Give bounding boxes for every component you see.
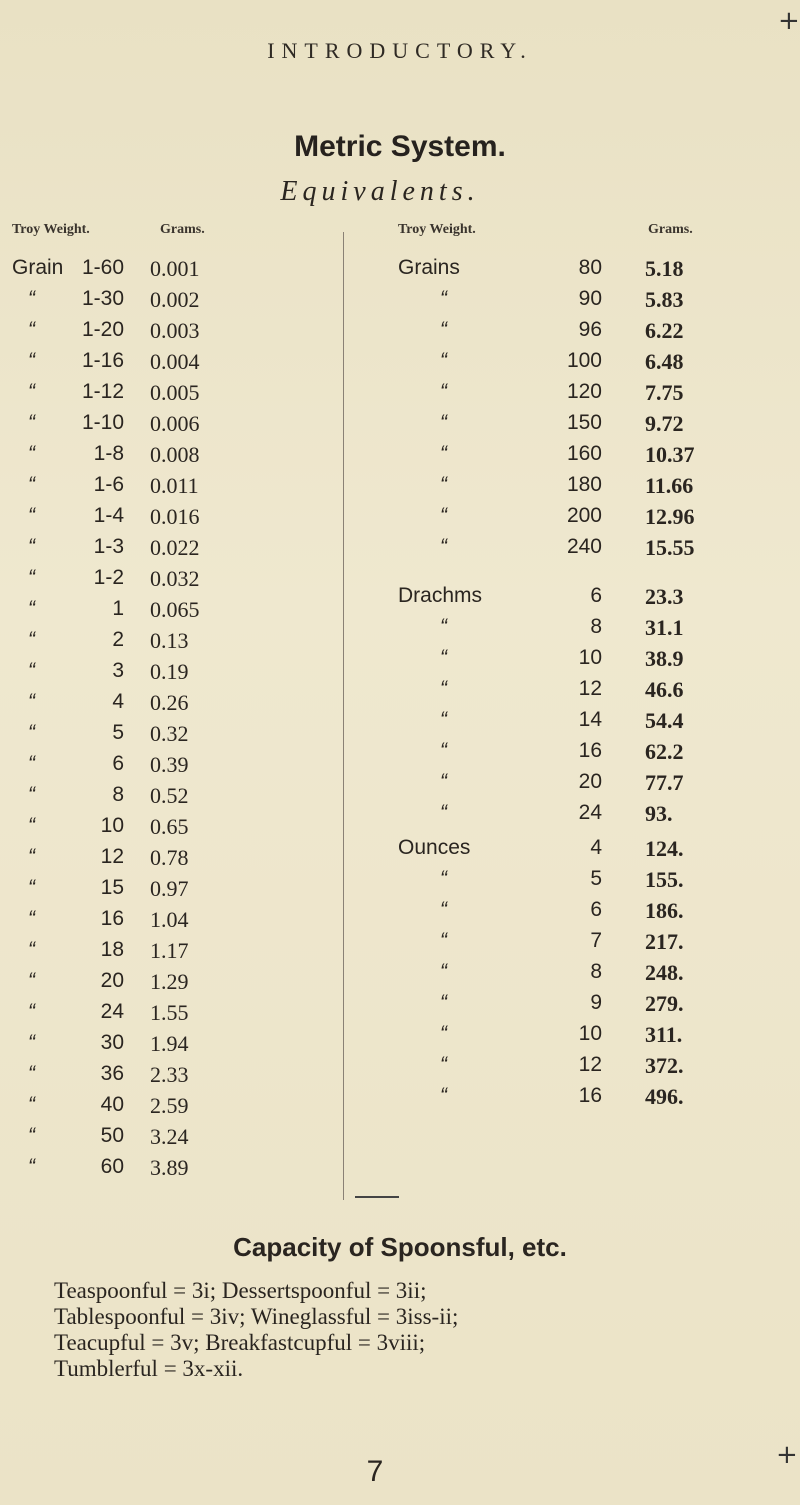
troy-weight-value: 4 <box>590 836 602 859</box>
left-table-row <box>0 938 340 964</box>
troy-weight-value: 16 <box>578 739 602 762</box>
troy-weight-value: 18 <box>100 938 124 961</box>
row-unit-label: Grain <box>12 256 64 279</box>
grams-value: 2.33 <box>150 1062 189 1087</box>
left-table-row <box>0 969 340 995</box>
page-subtitle: Equivalents. <box>280 176 480 207</box>
capacity-line: Tumblerful = 3x-xii. <box>54 1356 244 1381</box>
grams-value: 5.18 <box>645 256 684 281</box>
grams-value: 248. <box>645 960 684 985</box>
grams-value: 372. <box>645 1053 684 1078</box>
right-table-row <box>360 1022 780 1048</box>
ditto-mark: “ <box>440 646 447 669</box>
left-table-row <box>0 1000 340 1026</box>
left-table-row <box>0 318 340 344</box>
grams-value: 279. <box>645 991 684 1016</box>
capacity-line: Teacupful = 3v; Breakfastcupful = 3viii; <box>54 1330 426 1355</box>
right-table-row <box>360 535 780 561</box>
left-table-row <box>0 1155 340 1181</box>
right-table-row <box>360 991 780 1017</box>
grams-value: 2.59 <box>150 1093 189 1118</box>
left-table-row <box>0 814 340 840</box>
right-table-row <box>360 867 780 893</box>
right-table-row <box>360 380 780 406</box>
troy-weight-value: 200 <box>566 504 602 527</box>
ditto-mark: “ <box>440 929 447 952</box>
grams-value: 0.26 <box>150 690 189 715</box>
right-table-row <box>360 615 780 641</box>
ditto-mark: “ <box>440 380 447 403</box>
grams-value: 0.002 <box>150 287 200 312</box>
grams-value: 0.32 <box>150 721 189 746</box>
troy-weight-value: 1-3 <box>93 535 124 558</box>
running-head: INTRODUCTORY. <box>267 38 533 63</box>
ditto-mark: “ <box>440 991 447 1014</box>
ditto-mark: “ <box>28 473 35 496</box>
left-table-row <box>0 690 340 716</box>
grams-value: 0.004 <box>150 349 200 374</box>
ditto-mark: “ <box>440 801 447 824</box>
troy-weight-value: 96 <box>578 318 602 341</box>
left-table-row <box>0 721 340 747</box>
troy-weight-value: 15 <box>100 876 124 899</box>
ditto-mark: “ <box>28 783 35 806</box>
troy-weight-value: 7 <box>590 929 602 952</box>
left-table-row <box>0 1031 340 1057</box>
right-table-row <box>360 677 780 703</box>
ditto-mark: “ <box>28 1124 35 1147</box>
ditto-mark: “ <box>440 473 447 496</box>
ditto-mark: “ <box>28 876 35 899</box>
ditto-mark: “ <box>28 690 35 713</box>
ditto-mark: “ <box>28 907 35 930</box>
grams-value: 0.022 <box>150 535 200 560</box>
grams-value: 0.065 <box>150 597 200 622</box>
grams-value: 62.2 <box>645 739 684 764</box>
right-table-row <box>360 411 780 437</box>
left-table-row <box>0 628 340 654</box>
troy-weight-value: 5 <box>590 867 602 890</box>
left-table-row <box>0 659 340 685</box>
troy-weight-value: 24 <box>100 1000 124 1023</box>
ditto-mark: “ <box>440 504 447 527</box>
page-number: 7 <box>366 1455 384 1488</box>
troy-weight-value: 1-16 <box>81 349 124 372</box>
troy-weight-value: 10 <box>578 646 602 669</box>
left-table-row <box>0 783 340 809</box>
left-table-row <box>0 504 340 530</box>
grams-value: 155. <box>645 867 684 892</box>
grams-value: 0.006 <box>150 411 200 436</box>
ditto-mark: “ <box>28 814 35 837</box>
troy-weight-value: 8 <box>112 783 124 806</box>
grams-value: 3.24 <box>150 1124 189 1149</box>
troy-weight-value: 6 <box>112 752 124 775</box>
troy-weight-value: 90 <box>578 287 602 310</box>
right-table-row <box>360 801 780 827</box>
grams-value: 1.94 <box>150 1031 189 1056</box>
left-table-row <box>0 845 340 871</box>
grams-value: 0.78 <box>150 845 189 870</box>
ditto-mark: “ <box>28 597 35 620</box>
right-table-row <box>360 960 780 986</box>
ditto-mark: “ <box>440 615 447 638</box>
ditto-mark: “ <box>28 442 35 465</box>
grams-value: 0.011 <box>150 473 199 498</box>
ditto-mark: “ <box>440 442 447 465</box>
grams-value: 11.66 <box>645 473 694 498</box>
troy-weight-value: 8 <box>590 615 602 638</box>
troy-weight-value: 4 <box>112 690 124 713</box>
right-table-row <box>360 349 780 375</box>
left-table-row <box>0 442 340 468</box>
ditto-mark: “ <box>440 287 447 310</box>
ditto-mark: “ <box>28 938 35 961</box>
capacity-line: Teaspoonful = 3i; Dessertspoonful = 3ii; <box>54 1278 427 1303</box>
left-table-row <box>0 1062 340 1088</box>
ditto-mark: “ <box>440 1084 447 1107</box>
troy-weight-value: 6 <box>590 898 602 921</box>
left-table-row <box>0 349 340 375</box>
grams-value: 0.008 <box>150 442 200 467</box>
troy-weight-value: 80 <box>578 256 602 279</box>
ditto-mark: “ <box>28 969 35 992</box>
right-table-row <box>360 287 780 313</box>
corner-cross-mark-bottom: + <box>776 1440 798 1470</box>
grams-value: 0.39 <box>150 752 189 777</box>
troy-weight-value: 20 <box>100 969 124 992</box>
ditto-mark: “ <box>440 535 447 558</box>
left-table-row <box>0 1093 340 1119</box>
ditto-mark: “ <box>440 867 447 890</box>
left-header-troy: Troy Weight. <box>12 222 90 237</box>
troy-weight-value: 24 <box>578 801 602 824</box>
troy-weight-value: 10 <box>578 1022 602 1045</box>
left-table-row <box>0 411 340 437</box>
right-header-troy: Troy Weight. <box>398 222 476 237</box>
grams-value: 186. <box>645 898 684 923</box>
grams-value: 0.032 <box>150 566 200 591</box>
right-table-row <box>360 473 780 499</box>
grams-value: 7.75 <box>645 380 684 405</box>
ditto-mark: “ <box>28 566 35 589</box>
troy-weight-value: 2 <box>112 628 124 651</box>
row-unit-label: Grains <box>398 256 460 279</box>
grams-value: 31.1 <box>645 615 684 640</box>
grams-value: 0.13 <box>150 628 189 653</box>
grams-value: 54.4 <box>645 708 684 733</box>
grams-value: 5.83 <box>645 287 684 312</box>
troy-weight-value: 180 <box>566 473 602 496</box>
grams-value: 124. <box>645 836 684 861</box>
corner-cross-mark-top: + <box>778 6 800 36</box>
ditto-mark: “ <box>440 960 447 983</box>
left-table-row <box>0 1124 340 1150</box>
grams-value: 0.016 <box>150 504 200 529</box>
ditto-mark: “ <box>28 1031 35 1054</box>
ditto-mark: “ <box>440 1053 447 1076</box>
grams-value: 12.96 <box>645 504 695 529</box>
right-table-row <box>360 739 780 765</box>
left-table-row <box>0 473 340 499</box>
grams-value: 38.9 <box>645 646 684 671</box>
troy-weight-value: 240 <box>566 535 602 558</box>
troy-weight-value: 1-8 <box>93 442 124 465</box>
grams-value: 217. <box>645 929 684 954</box>
troy-weight-value: 1-10 <box>81 411 124 434</box>
grams-value: 0.52 <box>150 783 189 808</box>
section-dash <box>355 1196 399 1198</box>
troy-weight-value: 1-20 <box>81 318 124 341</box>
ditto-mark: “ <box>28 318 35 341</box>
ditto-mark: “ <box>28 349 35 372</box>
left-table-row <box>0 287 340 313</box>
troy-weight-value: 160 <box>566 442 602 465</box>
troy-weight-value: 100 <box>566 349 602 372</box>
grams-value: 0.003 <box>150 318 200 343</box>
ditto-mark: “ <box>28 411 35 434</box>
troy-weight-value: 10 <box>100 814 124 837</box>
right-table-row <box>360 898 780 924</box>
ditto-mark: “ <box>28 535 35 558</box>
grams-value: 1.04 <box>150 907 189 932</box>
left-table-row <box>0 876 340 902</box>
ditto-mark: “ <box>440 411 447 434</box>
troy-weight-value: 50 <box>100 1124 124 1147</box>
right-table-row <box>360 836 780 862</box>
troy-weight-value: 20 <box>578 770 602 793</box>
troy-weight-value: 60 <box>100 1155 124 1178</box>
ditto-mark: “ <box>28 380 35 403</box>
ditto-mark: “ <box>28 845 35 868</box>
right-table-row <box>360 442 780 468</box>
grams-value: 9.72 <box>645 411 684 436</box>
column-divider <box>343 232 344 1200</box>
ditto-mark: “ <box>440 739 447 762</box>
left-table-row <box>0 752 340 778</box>
left-table-row <box>0 535 340 561</box>
grams-value: 15.55 <box>645 535 695 560</box>
troy-weight-value: 14 <box>578 708 602 731</box>
ditto-mark: “ <box>28 287 35 310</box>
capacity-title: Capacity of Spoonsful, etc. <box>233 1232 567 1262</box>
right-table-row <box>360 929 780 955</box>
troy-weight-value: 3 <box>112 659 124 682</box>
troy-weight-value: 1-30 <box>81 287 124 310</box>
troy-weight-value: 8 <box>590 960 602 983</box>
troy-weight-value: 1-4 <box>93 504 124 527</box>
ditto-mark: “ <box>440 708 447 731</box>
ditto-mark: “ <box>28 659 35 682</box>
right-table-row <box>360 318 780 344</box>
grams-value: 0.97 <box>150 876 189 901</box>
grams-value: 46.6 <box>645 677 684 702</box>
grams-value: 6.22 <box>645 318 684 343</box>
ditto-mark: “ <box>28 1000 35 1023</box>
row-unit-label: Drachms <box>398 584 483 607</box>
right-table-row <box>360 646 780 672</box>
right-table-row <box>360 708 780 734</box>
ditto-mark: “ <box>28 1062 35 1085</box>
ditto-mark: “ <box>28 721 35 744</box>
right-table-row <box>360 504 780 530</box>
right-header-grams: Grams. <box>648 222 693 237</box>
troy-weight-value: 12 <box>100 845 124 868</box>
row-unit-label: Ounces <box>398 836 471 859</box>
troy-weight-value: 40 <box>100 1093 124 1116</box>
troy-weight-value: 36 <box>100 1062 124 1085</box>
troy-weight-value: 1-6 <box>93 473 124 496</box>
troy-weight-value: 16 <box>100 907 124 930</box>
right-table-row <box>360 770 780 796</box>
grams-value: 10.37 <box>645 442 695 467</box>
troy-weight-value: 120 <box>566 380 602 403</box>
troy-weight-value: 1 <box>112 597 124 620</box>
troy-weight-value: 5 <box>112 721 124 744</box>
troy-weight-value: 1-2 <box>93 566 124 589</box>
left-table-row <box>0 566 340 592</box>
grams-value: 1.55 <box>150 1000 189 1025</box>
troy-weight-value: 6 <box>590 584 602 607</box>
right-table-row <box>360 1053 780 1079</box>
grams-value: 311. <box>645 1022 683 1047</box>
grams-value: 93. <box>645 801 673 826</box>
grams-value: 1.29 <box>150 969 189 994</box>
grams-value: 0.005 <box>150 380 200 405</box>
ditto-mark: “ <box>440 349 447 372</box>
troy-weight-value: 30 <box>100 1031 124 1054</box>
right-table-row <box>360 256 780 282</box>
ditto-mark: “ <box>440 898 447 921</box>
left-table-row <box>0 380 340 406</box>
capacity-line: Tablespoonful = 3iv; Wineglassful = 3iss-ii; <box>54 1304 459 1329</box>
right-table-row <box>360 1084 780 1110</box>
left-table-row <box>0 597 340 623</box>
ditto-mark: “ <box>28 628 35 651</box>
ditto-mark: “ <box>440 770 447 793</box>
ditto-mark: “ <box>440 1022 447 1045</box>
troy-weight-value: 1-60 <box>81 256 124 279</box>
troy-weight-value: 1-12 <box>81 380 124 403</box>
left-table-row <box>0 907 340 933</box>
left-table-row <box>0 256 340 282</box>
right-table-row <box>360 584 780 610</box>
troy-weight-value: 16 <box>578 1084 602 1107</box>
ditto-mark: “ <box>440 318 447 341</box>
grams-value: 1.17 <box>150 938 189 963</box>
grams-value: 0.19 <box>150 659 189 684</box>
grams-value: 77.7 <box>645 770 684 795</box>
ditto-mark: “ <box>28 1093 35 1116</box>
grams-value: 6.48 <box>645 349 684 374</box>
left-header-grams: Grams. <box>160 222 205 237</box>
troy-weight-value: 150 <box>566 411 602 434</box>
troy-weight-value: 9 <box>590 991 602 1014</box>
grams-value: 0.001 <box>150 256 200 281</box>
ditto-mark: “ <box>28 752 35 775</box>
ditto-mark: “ <box>28 1155 35 1178</box>
grams-value: 496. <box>645 1084 684 1109</box>
troy-weight-value: 12 <box>578 677 602 700</box>
page-title: Metric System. <box>294 130 506 163</box>
ditto-mark: “ <box>440 677 447 700</box>
grams-value: 3.89 <box>150 1155 189 1180</box>
troy-weight-value: 12 <box>578 1053 602 1076</box>
grams-value: 23.3 <box>645 584 684 609</box>
grams-value: 0.65 <box>150 814 189 839</box>
ditto-mark: “ <box>28 504 35 527</box>
